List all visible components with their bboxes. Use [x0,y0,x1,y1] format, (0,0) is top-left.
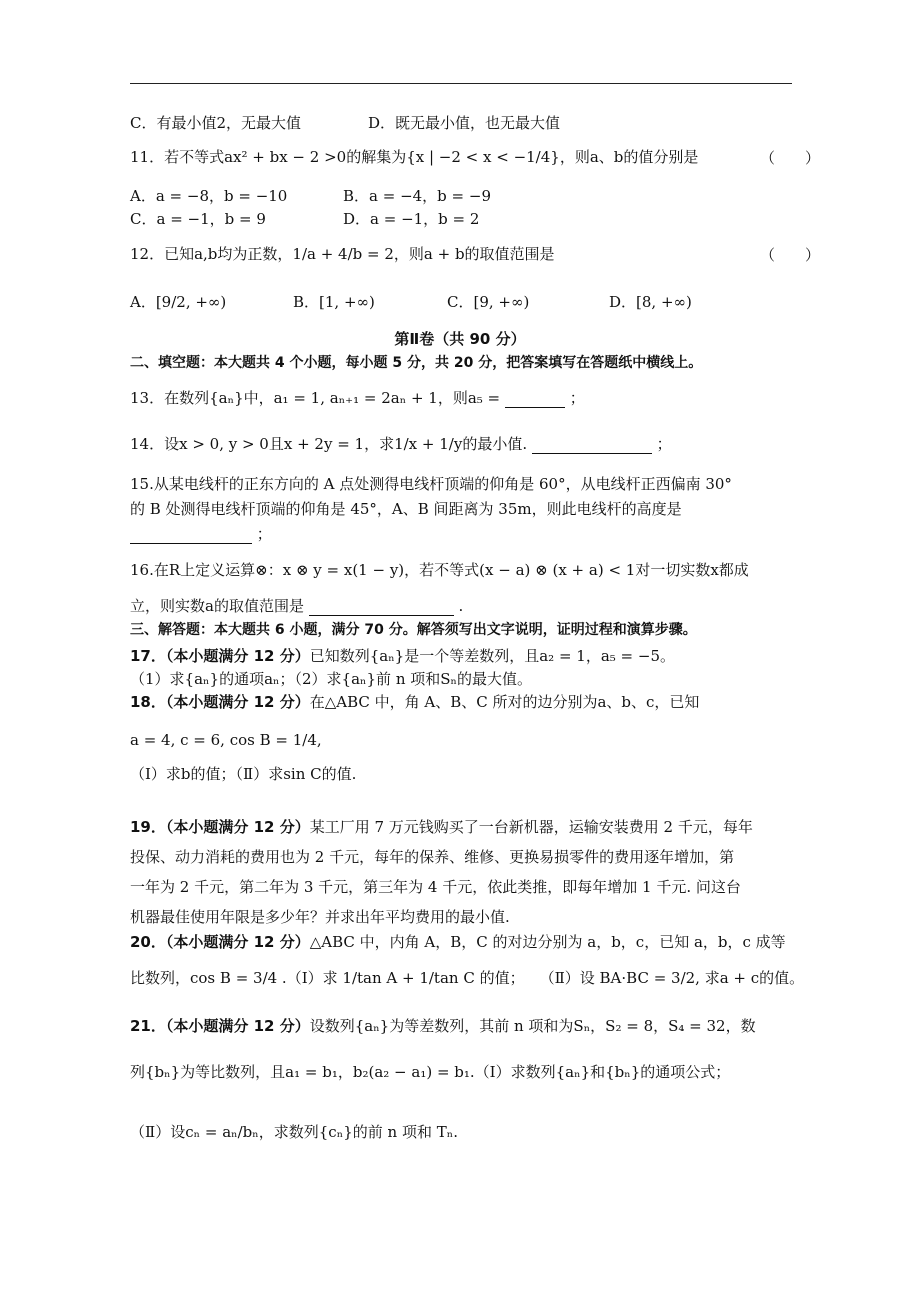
q14-stem [130,434,672,454]
q11-option-a: A．a = −8，b = −10 [130,187,288,205]
q16-line2 [130,596,463,616]
q19-line3: 一年为 2 千元，第二年为 3 千元，第三年为 4 千元，依此类推，即每年增加 1 千元. 问这台 [130,878,741,896]
q11-option-b: B．a = −4，b = −9 [343,187,492,205]
q14-text: 14．设x > 0, y > 0且x + 2y = 1，求1/x + 1/y的最小值. [130,435,528,453]
q18-line2: a = 4, c = 6, cos B = 1/4, [130,731,322,749]
q12-option-a: A．[9/2, +∞) [130,293,227,311]
q16-line1: 16.在R上定义运算⊗：x ⊗ y = x(1 − y)，若不等式(x − a) ⊗ (x + a) < 1对一切实数x都成 [130,561,749,579]
q13-text: 13．在数列{aₙ}中，a₁ = 1, aₙ₊₁ = 2aₙ + 1，则a₅ = [130,389,501,407]
q14-answer-blank [532,437,652,454]
q12-option-b: B．[1, +∞) [293,293,375,311]
q15-line3 [130,524,272,544]
q17-text: 已知数列{aₙ}是一个等差数列，且a₂ = 1，a₅ = −5。 [309,647,676,665]
q18-heading: 18．（本小题满分 12 分） [130,693,310,711]
q13-stem [130,388,585,408]
q21-text: 设数列{aₙ}为等差数列，其前 n 项和为Sₙ，S₂ = 8，S₄ = 32，数 [309,1017,756,1035]
q19-line2: 投保、动力消耗的费用也为 2 千元，每年的保养、维修、更换易损零件的费用逐年增加，第 [130,848,735,866]
q14-end: ； [656,435,672,453]
q15-line1: 15.从某电线杆的正东方向的 A 点处测得电线杆顶端的仰角是 60°，从电线杆正西偏南 30° [130,475,732,493]
q11-stem: 11．若不等式ax² + bx − 2 >0的解集为{x | −2 < x < −1/4}，则a、b的值分别是 [130,148,699,166]
q13-answer-blank [505,391,565,408]
q12-stem: 12．已知a,b均为正数，1/a + 4/b = 2，则a + b的取值范围是 [130,245,555,263]
q12-answer-paren: （ ） [760,246,821,264]
q10-option-c: C．有最小值2，无最大值 [130,114,302,132]
header-rule [130,83,792,84]
q18-text: 在△ABC 中，角 A、B、C 所对的边分别为a、b、c，已知 [309,693,700,711]
q20-text: △ABC 中，内角 A，B，C 的对边分别为 a，b，c，已知 a，b，c 成等 [309,933,786,951]
q21-line1 [130,1016,756,1036]
section3-header: 三、解答题：本大题共 6 小题，满分 70 分。解答须写出文字说明，证明过程和演算步骤。 [130,622,697,638]
q16-end: . [458,597,464,615]
q18-line1 [130,692,699,712]
q10-option-d: D．既无最小值，也无最大值 [368,114,561,132]
q21-heading: 21．（本小题满分 12 分） [130,1017,310,1035]
q20-line1 [130,932,786,952]
section2-header: 二、填空题：本大题共 4 个小题，每小题 5 分，共 20 分，把答案填写在答题纸中横线上。 [130,355,703,371]
q19-line1 [130,817,753,837]
q11-answer-paren: （ ） [760,149,821,167]
q13-end: ； [569,389,585,407]
q15-answer-blank [130,527,252,544]
q20-heading: 20．（本小题满分 12 分） [130,933,310,951]
q21-line3: （Ⅱ）设cₙ = aₙ/bₙ，求数列{cₙ}的前 n 项和 Tₙ. [130,1123,458,1141]
q19-line4: 机器最佳使用年限是多少年？并求出年平均费用的最小值. [130,908,510,926]
q11-option-d: D．a = −1，b = 2 [343,210,480,228]
q16-text: 立，则实数a的取值范围是 [130,597,304,615]
q20-line2: 比数列，cos B = 3/4 .（Ⅰ）求 1/tan A + 1/tan C 的值； （Ⅱ）设 BA·BC = 3/2, 求a + c的值。 [130,969,805,987]
q12-option-c: C．[9, +∞) [447,293,530,311]
q16-answer-blank [309,599,454,616]
q19-text: 某工厂用 7 万元钱购买了一台新机器，运输安装费用 2 千元，每年 [309,818,753,836]
q19-heading: 19．（本小题满分 12 分） [130,818,310,836]
q15-end: ； [256,525,272,543]
q15-line2: 的 B 处测得电线杆顶端的仰角是 45°，A、B 间距离为 35m，则此电线杆的高度是 [130,500,682,518]
q17-line1 [130,646,675,666]
part2-title: 第Ⅱ卷（共 90 分） [394,330,526,348]
q12-option-d: D．[8, +∞) [609,293,692,311]
q17-line2: （1）求{aₙ}的通项aₙ；（2）求{aₙ}前 n 项和Sₙ的最大值。 [130,670,533,688]
q11-option-c: C．a = −1，b = 9 [130,210,266,228]
q17-heading: 17．（本小题满分 12 分） [130,647,310,665]
q18-line3: （Ⅰ）求b的值；（Ⅱ）求sin C的值. [130,765,357,783]
q21-line2: 列{bₙ}为等比数列，且a₁ = b₁，b₂(a₂ − a₁) = b₁.（Ⅰ）求数列{aₙ}和{bₙ}的通项公式； [130,1063,731,1081]
